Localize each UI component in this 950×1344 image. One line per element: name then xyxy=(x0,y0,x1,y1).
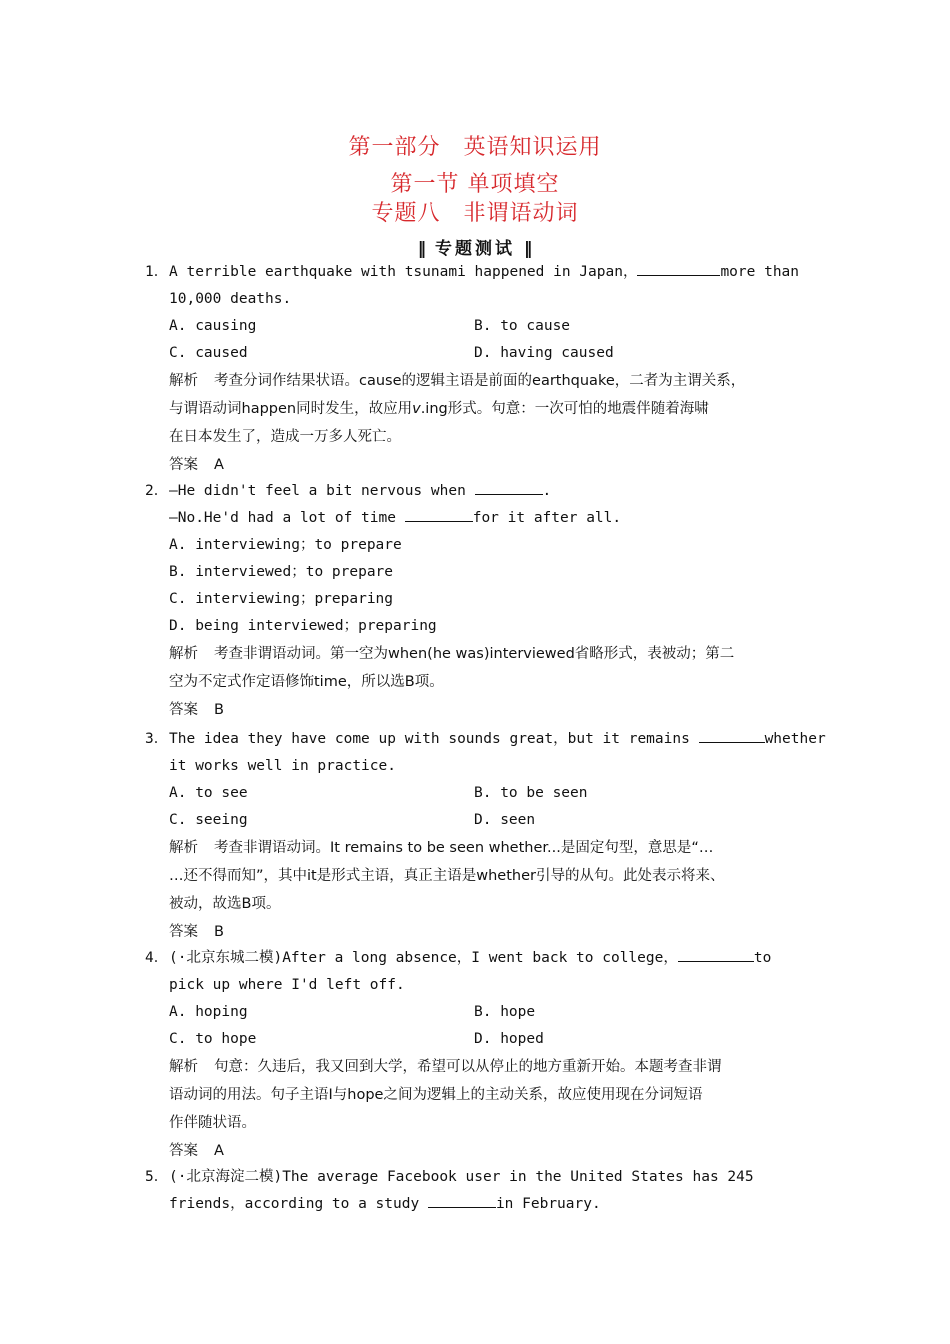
answer-blank xyxy=(405,507,473,522)
option-b: B. to be seen xyxy=(474,785,588,801)
analysis: 解析 考查分词作结果状语。cause的逻辑主语是前面的earthquake，二者为主谓关系， 与谓语动词happen同时发生，故应用v.ing形式。句意：一次可怕的地震伴随着海啸 在日本发生了，造成一万多人死亡。 xyxy=(169,373,746,445)
question-3: 3．The idea they have come up with sounds great，but it remains whether it works well in practice. A. to see B. to be seen C. seeing D. seen 解析 考查非谓语动词。It remains to be seen whether...是固定句型，意思是“… …还不得而知”，其中it是形式主语，真正主语是whether引导的从句。此处表示将来、 被动，故选B项。 答案 B xyxy=(145,726,810,946)
section-title: 第一节 单项填空 xyxy=(390,172,560,197)
question-stem: 5．(·北京海淀二模)The average Facebook user in the United States has 245 xyxy=(145,1164,810,1191)
option-c: C. interviewing；preparing xyxy=(169,591,394,607)
question-2: 2．—He didn't feel a bit nervous when . —No.He'd had a lot of time for it after all. A. interviewing；to prepare B. interviewed；to prepare C. interviewing；preparing D. being interviewed；preparing 解析 考查非谓语动词。第一空为when(he was)interviewed省略形式，表被动；第二 空为不定式作定语修饰time，所以选B项。 答案 B xyxy=(145,478,810,724)
options-row xyxy=(145,999,810,1026)
option-b: B. interviewed；to prepare xyxy=(169,564,394,580)
question-number: 4． xyxy=(145,950,169,966)
question-stem: 3．The idea they have come up with sounds great，but it remains whether xyxy=(145,726,810,753)
answer-blank xyxy=(637,261,720,276)
question-4: 4．(·北京东城二模)After a long absence，I went back to college， to pick up where I'd left off. A. hoping B. hope C. to hope D. hoped 解析 句意：久违后，我又回到大学，希望可以从停止的地方重新开始。本题考查非谓 语动词的用法。句子主语I与hope之间为逻辑上的主动关系，故应使用现在分词短语 作伴随状语。 答案 A xyxy=(145,945,810,1165)
question-stem: 1．A terrible earthquake with tsunami happened in Japan， more than xyxy=(145,259,810,286)
title-block xyxy=(0,133,950,228)
badge-label: 专题测试 xyxy=(435,239,515,259)
options-row xyxy=(145,340,810,367)
option-c: C. caused xyxy=(169,345,248,361)
question-number: 2． xyxy=(145,483,169,499)
badge-left-bar-icon: ‖ xyxy=(417,239,427,259)
badge-right-bar-icon: ‖ xyxy=(523,239,533,259)
answer-blank xyxy=(475,480,543,495)
topic-title: 专题八 非谓语动词 xyxy=(371,201,579,226)
answer: 答案 A xyxy=(169,457,224,473)
analysis: 解析 句意：久违后，我又回到大学，希望可以从停止的地方重新开始。本题考查非谓 语动词的用法。句子主语I与hope之间为逻辑上的主动关系，故应使用现在分词短语 作伴随状语。 xyxy=(169,1059,722,1131)
options-row xyxy=(145,807,810,834)
options-row xyxy=(145,780,810,807)
option-d: D. having caused xyxy=(474,345,614,361)
answer: 答案 A xyxy=(169,1143,224,1159)
option-b: B. to cause xyxy=(474,318,571,334)
option-a: A. hoping xyxy=(169,1004,248,1020)
question-1: 1．A terrible earthquake with tsunami happened in Japan， more than 10,000 deaths. A. causing B. to cause C. caused D. having caused 解析 考查分词作结果状语。cause的逻辑主语是前面的earthquake，二者为主谓关系， 与谓语动词happen同时发生，故应用v.ing形式。句意：一次可怕的地震伴随着海啸 在日本发生了，造成一万多人死亡。 答案 A xyxy=(145,259,810,479)
option-a: A. interviewing；to prepare xyxy=(169,537,402,553)
answer: 答案 B xyxy=(169,702,224,718)
question-5: 5．(·北京海淀二模)The average Facebook user in the United States has 245 friends，according to a study in February. xyxy=(145,1164,810,1218)
answer-blank xyxy=(678,947,754,962)
question-stem: 4．(·北京东城二模)After a long absence，I went back to college， to xyxy=(145,945,810,972)
option-b: B. hope xyxy=(474,1004,536,1020)
option-d: D. seen xyxy=(474,812,536,828)
part-title: 第一部分 英语知识运用 xyxy=(348,135,602,160)
special-test-badge xyxy=(0,234,950,259)
option-c: C. seeing xyxy=(169,812,248,828)
question-number: 5． xyxy=(145,1169,169,1185)
answer: 答案 B xyxy=(169,924,224,940)
options-row xyxy=(145,313,810,340)
analysis: 解析 考查非谓语动词。第一空为when(he was)interviewed省略形式，表被动；第二 空为不定式作定语修饰time，所以选B项。 xyxy=(169,646,735,690)
question-number: 3． xyxy=(145,731,169,747)
options-row xyxy=(145,1026,810,1053)
option-c: C. to hope xyxy=(169,1031,257,1047)
question-number: 1． xyxy=(145,264,169,280)
option-d: D. hoped xyxy=(474,1031,544,1047)
option-d: D. being interviewed；preparing xyxy=(169,618,437,634)
analysis: 解析 考查非谓语动词。It remains to be seen whether...是固定句型，意思是“… …还不得而知”，其中it是形式主语，真正主语是whether引导的从句。此处表示将来、 被动，故选B项。 xyxy=(169,840,725,912)
question-stem: 2．—He didn't feel a bit nervous when . xyxy=(145,478,810,505)
answer-blank xyxy=(699,728,765,743)
answer-blank xyxy=(428,1193,496,1208)
option-a: A. to see xyxy=(169,785,248,801)
option-a: A. causing xyxy=(169,318,257,334)
